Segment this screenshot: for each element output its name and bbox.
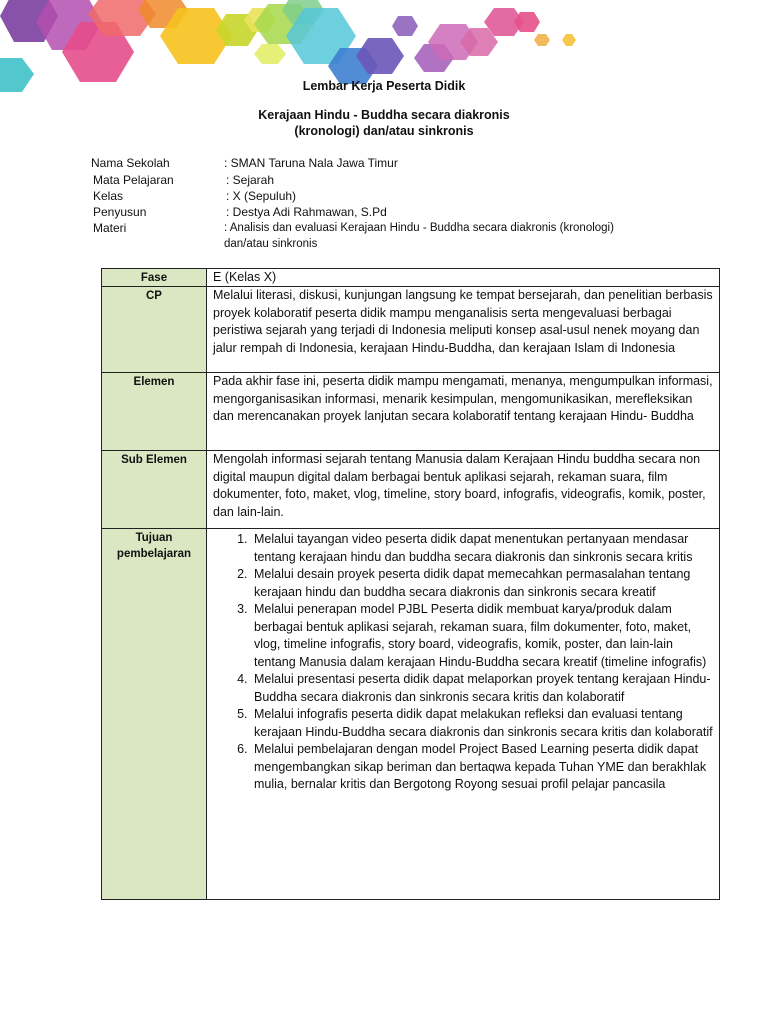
table-row-fase	[102, 269, 720, 287]
tujuan-label-line-1: Tujuan	[135, 532, 173, 544]
fase-label: Fase	[102, 269, 207, 287]
document-title: Lembar Kerja Peserta Didik	[302, 79, 466, 93]
list-item: 3. Melalui penerapan model PJBL Peserta didik membuat karya/produk dalam berbagai bentuk aplikasi sejarah, rekaman suara, film dokumenter, foto, maket, vlog, timeline infografis, story board, videografis, komik, poster, dan lain-lain tentang Manusia dalam kerajaan Hindu-Buddha secara kreatif (timeline infografis)	[251, 601, 715, 671]
material-label: Materi	[93, 221, 127, 235]
sub-elemen-value: Mengolah informasi sejarah tentang Manusia dalam Kerajaan Hindu buddha secara non digital maupun digital dalam berbagai bentuk aplikasi sejarah, rekaman suara, film dokumenter, foto, maket, vlog, timeline, story board, infografis, videografis, komik, poster, dan lain-lain.	[207, 451, 720, 529]
subject-label: Mata Pelajaran	[93, 173, 174, 187]
list-item: 2. Melalui desain proyek peserta didik dapat memecahkan permasalahan tentang kerajaan hindu dan buddha secara diakronis dan sinkronis secara kreatif	[251, 566, 715, 601]
class-label: Kelas	[93, 189, 124, 203]
list-item: 6. Melalui pembelajaran dengan model Project Based Learning peserta didik dapat mengembangkan sikap beriman dan bertaqwa kepada Tuhan YME dan berakhlak mulia, bernalar kritis dan Bergotong Royong sesuai profil pelajar pancasila	[251, 741, 715, 794]
cp-label: CP	[102, 287, 207, 373]
learning-objectives-table	[101, 268, 720, 900]
table-row-tujuan	[102, 529, 720, 900]
elemen-value: Pada akhir fase ini, peserta didik mampu mengamati, menanya, mengumpulkan informasi, mengorganisasikan informasi, menarik kesimpulan, mengomunikasikan, merefleksikan dan merencanakan proyek lanjutan secara kolaboratif tentang kerajaan Hindu- Buddha	[207, 373, 720, 451]
author-value: : Destya Adi Rahmawan, S.Pd	[226, 205, 387, 219]
school-label: Nama Sekolah	[91, 156, 170, 170]
fase-value: E (Kelas X)	[207, 269, 720, 287]
subtitle-line-1: Kerajaan Hindu - Buddha secara diakronis	[258, 108, 510, 122]
sub-elemen-label: Sub Elemen	[102, 451, 207, 529]
subject-value: : Sejarah	[226, 173, 275, 187]
hexagon-shape	[392, 16, 418, 36]
hexagon-shape	[562, 34, 576, 46]
tujuan-value	[207, 529, 720, 900]
author-label: Penyusun	[93, 205, 147, 219]
table-row-sub-elemen	[102, 451, 720, 529]
document-subtitle	[0, 107, 768, 139]
school-value: : SMAN Taruna Nala Jawa Timur	[224, 156, 398, 170]
class-value: : X (Sepuluh)	[226, 189, 297, 203]
elemen-label: Elemen	[102, 373, 207, 451]
list-item: 1. Melalui tayangan video peserta didik dapat menentukan pertanyaan mendasar tentang kerajaan hindu dan buddha secara diakronis dan sinkronis secara kritis	[251, 531, 715, 566]
tujuan-label	[102, 529, 207, 900]
list-item: 4. Melalui presentasi peserta didik dapat melaporkan proyek tentang kerajaan Hindu-Buddha secara diakronis dan sinkronis secara kritis dan kolaboratif	[251, 671, 715, 706]
cp-value: Melalui literasi, diskusi, kunjungan langsung ke tempat bersejarah, dan penelitian berbasis proyek kolaboratif peserta didik mampu menganalisis serta mengevaluasi berbagai peristiwa sejarah yang terjadi di Indonesia meliputi konsep asal-usul nenek moyang dan jalur rempah di Indonesia, kerajaan Hindu-Buddha, dan kerajaan Islam di Indonesia	[207, 287, 720, 373]
subtitle-line-2: (kronologi) dan/atau sinkronis	[294, 124, 474, 138]
hexagon-shape	[534, 34, 550, 46]
hexagon-shape	[254, 44, 286, 64]
table-row-cp	[102, 287, 720, 373]
table-row-elemen	[102, 373, 720, 451]
tujuan-list	[213, 531, 715, 794]
material-value-line-1: : Analisis dan evaluasi Kerajaan Hindu - Buddha secara diakronis (kronologi)	[224, 222, 614, 234]
list-item: 5. Melalui infografis peserta didik dapat melakukan refleksi dan evaluasi tentang kerajaan Hindu-Buddha secara diakronis dan sinkronis secara kritis dan kolaboratif	[251, 706, 715, 741]
hexagon-cluster-right	[414, 8, 576, 72]
tujuan-label-line-2: pembelajaran	[116, 548, 192, 560]
material-value-line-2: dan/atau sinkronis	[224, 238, 318, 250]
